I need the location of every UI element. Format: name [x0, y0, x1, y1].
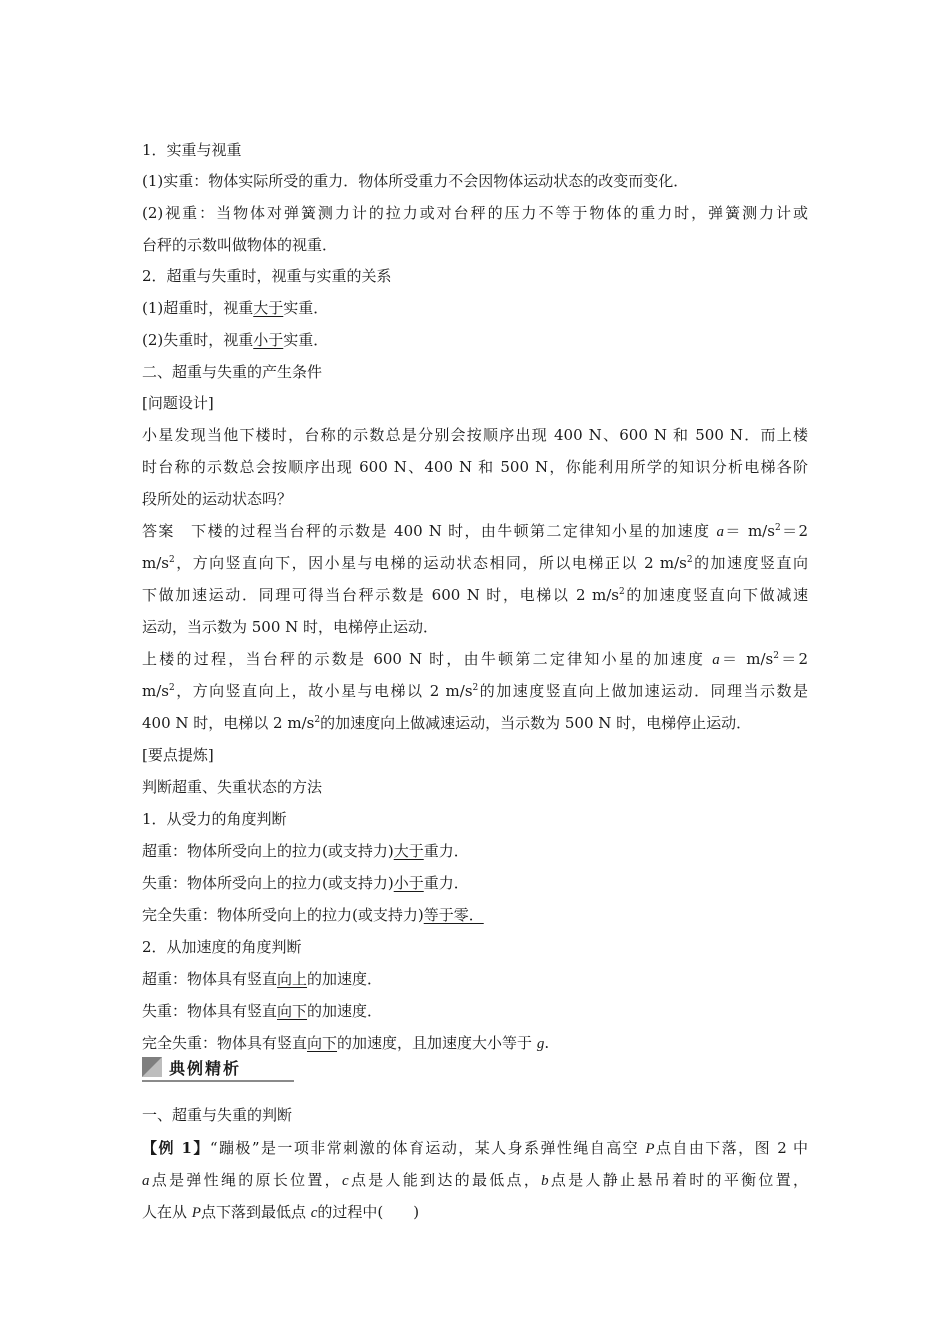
section-heading-real-apparent-weight: 1．实重与视重 — [142, 141, 242, 159]
problem-design-tag: [问题设计] — [142, 394, 214, 412]
section-heading-relation: 2．超重与失重时，视重与实重的关系 — [142, 267, 392, 285]
paragraph-real-weight: (1)实重：物体实际所受的重力．物体所受重力不会因物体运动状态的改变而变化． — [142, 172, 689, 190]
example-line1: 【例 1】“蹦极”是一项非常刺激的体育运动，某人身系弹性绳自高空 P点自由下落，图 2 中 — [142, 1139, 808, 1157]
paragraph-apparent-weight-line2: 台秤的示数叫做物体的视重． — [142, 236, 338, 254]
answer-line2: $m/s^2$，方向竖直向下，因小星与电梯的运动状态相同，所以电梯正以 2 $m/s^2$的加速度竖直向 — [142, 554, 808, 572]
answer-line4: 运动，当示数为 500 N 时，电梯停止运动． — [142, 618, 439, 636]
acceleration-overweight: 超重：物体具有竖直向上的加速度． — [142, 970, 383, 988]
acceleration-complete-weightless: 完全失重：物体具有竖直向下的加速度，且加速度大小等于 g. — [142, 1034, 550, 1052]
force-overweight: 超重：物体所受向上的拉力(或支持力)大于重力． — [142, 842, 469, 860]
question-line3: 段所处的运动状态吗？ — [142, 490, 293, 508]
paragraph-apparent-weight-line1: (2)视重：当物体对弹簧测力计的拉力或对台秤的压力不等于物体的重力时，弹簧测力计或 — [142, 204, 808, 222]
answer-line5: 上楼的过程，当台秤的示数是 600 N 时，由牛顿第二定律知小星的加速度 $a= m/s^2=2$ — [142, 650, 809, 668]
section-banner — [142, 1055, 294, 1083]
force-complete-weightless: 完全失重：物体所受向上的拉力(或支持力)等于零． — [142, 906, 484, 924]
example-line3: 人在从 P点下落到最低点 c的过程中( ) — [142, 1203, 420, 1221]
banner-title: 典例精析 — [169, 1059, 242, 1078]
example-tag: 【例 1】 — [142, 1139, 210, 1157]
key-points-tag: [要点提炼] — [142, 746, 214, 764]
part-heading-conditions: 二、超重与失重的产生条件 — [142, 363, 323, 381]
answer-line3: 下做加速运动．同理可得当台秤示数是 600 N 时，电梯以 2 $m/s^2$的加速度竖直向下做减速 — [142, 586, 808, 604]
paragraph-weightless-relation: (2)失重时，视重小于实重． — [142, 331, 329, 349]
paragraph-overweight-relation: (1)超重时，视重大于实重． — [142, 299, 329, 317]
answer-line7: 400 N 时，电梯以 2 $m/s^2$的加速度向上做减速运动，当示数为 500 N 时，电梯停止运动． — [142, 714, 752, 732]
banner-underline — [142, 1080, 294, 1082]
part-heading-judgment: 一、超重与失重的判断 — [142, 1106, 293, 1124]
acceleration-criterion-heading: 2．从加速度的角度判断 — [142, 938, 302, 956]
banner-triangle-icon — [142, 1057, 162, 1077]
question-line2: 时台称的示数总会按顺序出现 600 N、400 N 和 500 N，你能利用所学的知识分析电梯各阶 — [142, 458, 808, 476]
answer-line1: 答案 下楼的过程当台秤的示数是 400 N 时，由牛顿第二定律知小星的加速度 $a= m/s^2=2$ — [142, 522, 808, 540]
acceleration-weightless: 失重：物体具有竖直向下的加速度． — [142, 1002, 383, 1020]
answer-line6: $m/s^2$，方向竖直向上，故小星与电梯以 2 $m/s^2$的加速度竖直向上做加速运动．同理当示数是 — [142, 682, 808, 700]
example-line2: a点是弹性绳的原长位置，c点是人能到达的最低点，b点是人静止悬吊着时的平衡位置， — [142, 1171, 808, 1189]
key-points-title: 判断超重、失重状态的方法 — [142, 778, 323, 796]
force-criterion-heading: 1．从受力的角度判断 — [142, 810, 287, 828]
question-line1: 小星发现当他下楼时，台称的示数总是分别会按顺序出现 400 N、600 N 和 500 N．而上楼 — [142, 426, 808, 444]
force-weightless: 失重：物体所受向上的拉力(或支持力)小于重力． — [142, 874, 469, 892]
